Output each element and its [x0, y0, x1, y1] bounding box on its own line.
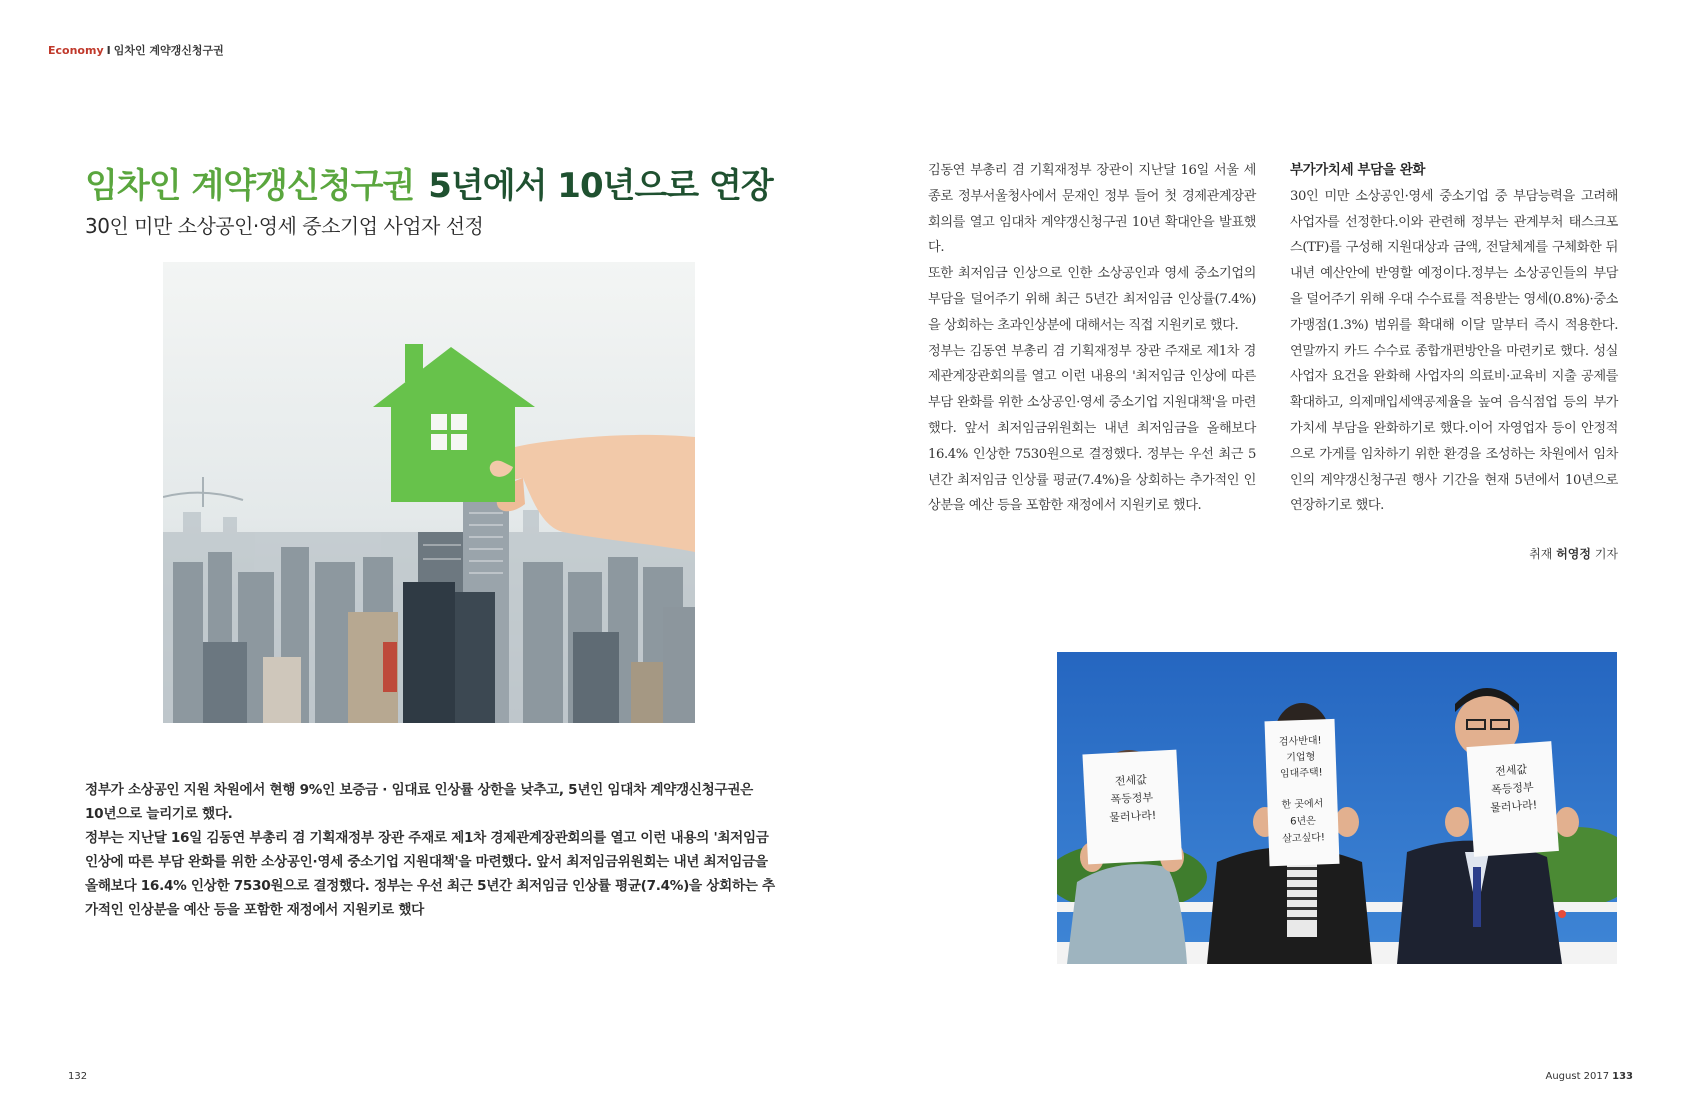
- sign-1-line-3: 물러나라!: [1108, 808, 1157, 825]
- protest-photo: [1057, 652, 1617, 964]
- body-paragraph: 정부는 김동연 부총리 겸 기획재정부 장관 주재로 제1차 경제관계장관회의를 열고 이런 내용의 '최저임금 인상에 따른 부담 완화를 위한 소상공인·영세 중소기업 지원대책'을 마련했다. 앞서 최저임금위원회는 내년 최저임금을 올해보다 16.4% 인상한 7530원으로 결정했다. 정부는 우선 최근 5년간 최저임금 인상률 평균(7.4%)을 상회하는 추가적인 인상분을 예산 등을 포함한 재정에서 지원키로 했다.: [928, 343, 1256, 514]
- lead-paragraph-2: 정부는 지난달 16일 김동연 부총리 겸 기획재정부 장관 주재로 제1차 경제관계장관회의를 열고 이런 내용의 '최저임금 인상에 따른 부담 완화를 위한 소상공인·영세 중소기업 지원대책'을 마련했다. 앞서 최저임금위원회는 내년 최저임금을 올해보다 16.4% 인상한 7530원으로 결정했다. 정부는 우선 최근 5년간 최저임금 인상률 평균(7.4%)을 상회하는 추가적인 인상분을 예산 등을 포함한 재정에서 지원키로 했다: [85, 830, 775, 918]
- body-paragraph: 또한 최저임금 인상으로 인한 소상공인과 영세 중소기업의 부담을 덜어주기 위해 최근 5년간 최저임금 인상률(7.4%)을 상회하는 초과인상분에 대해서는 직접 지원키로 했다.: [928, 266, 1256, 333]
- sign-2-line-2: 기업형: [1286, 751, 1316, 764]
- body-paragraph: 30인 미만 소상공인·영세 중소기업 중 부담능력을 고려해 사업자를 선정한다.이와 관련해 정부는 관계부처 태스크포스(TF)를 구성해 지원대상과 금액, 전달체계를 구체화한 뒤 내년 예산안에 반영할 예정이다.정부는 소상공인들의 부담을 덜어주기 위해 우대 수수료를 적용받는 영세(0.8%)·중소가맹점(1.3%) 범위를 확대해 이달 말부터 즉시 적용한다. 연말까지 카드 수수료 종합개편방안을 마련키로 했다. 성실 사업자 요건을 완화해 사업자의 의료비·교육비 지출 공제를 확대하고, 의제매입세액공제율을 높여 음식점업 등의 부가가치세 부담을 완화하기로 했다.이어 자영업자 등이 안정적으로 가게를 임차하기 위한 환경을 조성하는 차원에서 임차인의 계약갱신청구권 행사 기간을 현재 5년에서 10년으로 연장하기로 했다.: [1290, 188, 1618, 514]
- byline-prefix: 취재: [1529, 547, 1553, 561]
- section-separator: I: [106, 44, 111, 57]
- sign-3-line-1: 전세값: [1494, 762, 1528, 779]
- body-paragraph: 김동연 부총리 겸 기획재정부 장관이 지난달 16일 서울 세종로 정부서울청사에서 문재인 정부 들어 첫 경제관계장관회의를 열고 임대차 계약갱신청구권 10년 확대안을 발표했다.: [928, 163, 1256, 256]
- title-part-2: 5년에서 10년으로 연장: [428, 166, 773, 206]
- section-topic: 임차인 계약갱신청구권: [113, 44, 224, 57]
- lead-paragraph-1: 정부가 소상공인 지원 차원에서 현행 9%인 보증금 · 임대료 인상률 상한을 낮추고, 5년인 임대차 계약갱신청구권은 10년으로 늘리기로 했다.: [85, 782, 754, 822]
- byline-name: 허영정: [1556, 547, 1591, 561]
- lead-paragraph: [85, 778, 775, 922]
- page-number-right: 133: [1612, 1071, 1633, 1082]
- sign-3-line-3: 물러나라!: [1489, 798, 1538, 815]
- sign-1-line-1: 전세값: [1114, 773, 1148, 788]
- sign-2-line-3: 임대주택!: [1279, 767, 1323, 780]
- sign-2-line-5: 6년은: [1290, 815, 1317, 828]
- byline-suffix: 기자: [1594, 547, 1618, 561]
- sign-3-line-2: 폭등정부: [1490, 780, 1535, 797]
- section-name: Economy: [48, 44, 104, 57]
- sign-1-line-2: 폭등정부: [1110, 790, 1154, 807]
- page-number-left: 132: [68, 1071, 88, 1082]
- article-subtitle: 30인 미만 소상공인·영세 중소기업 사업자 선정: [85, 214, 484, 238]
- body-column-2: [1290, 158, 1618, 519]
- body-column-1: [928, 158, 1256, 519]
- sign-2-line-6: 살고싶다!: [1282, 832, 1326, 845]
- issue-date: August 2017: [1545, 1071, 1610, 1082]
- title-part-1: 임차인 계약갱신청구권: [85, 166, 415, 206]
- sign-2-line-1: 검사반대!: [1278, 735, 1322, 748]
- house-cityscape-photo: [163, 262, 695, 723]
- issue-and-page-number: [1500, 1071, 1633, 1082]
- article-title: [85, 158, 773, 207]
- section-label: [48, 42, 224, 58]
- byline: [1450, 545, 1618, 562]
- section-subheading: 부가가치세 부담을 완화: [1290, 162, 1426, 178]
- sign-2-line-4: 한 곳에서: [1281, 798, 1324, 811]
